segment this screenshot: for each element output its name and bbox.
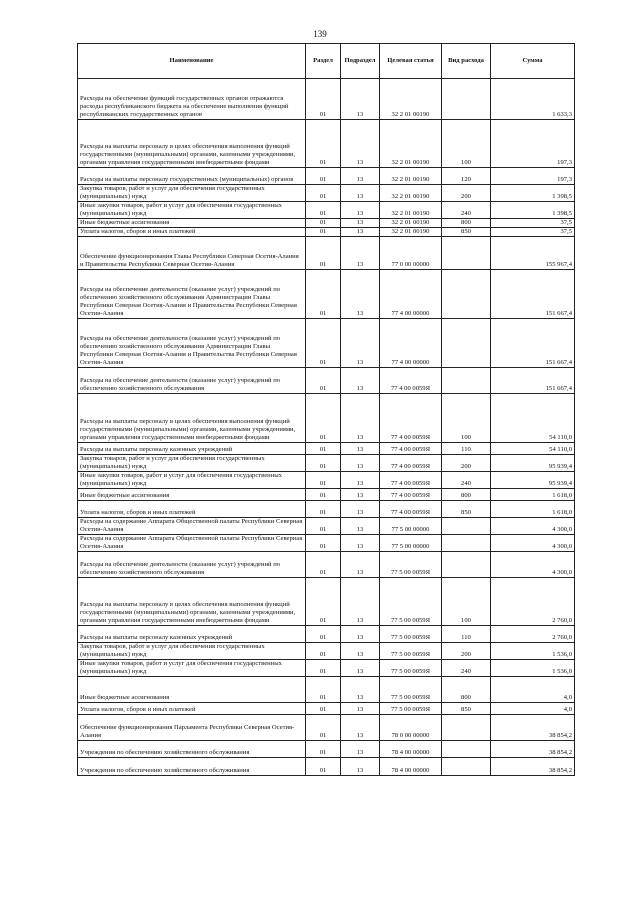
table-row: [78, 185, 575, 202]
cell-subsection: 13: [341, 202, 380, 219]
cell-kind: 850: [442, 703, 491, 715]
cell-subsection: 13: [341, 219, 380, 228]
cell-name: Уплата налогов, сборов и иных платежей: [78, 228, 306, 237]
table-row: [78, 758, 575, 776]
cell-subsection: 13: [341, 626, 380, 643]
cell-name: Обеспечение функционирования Главы Республики Северная Осетия-Алания и Правительства Республики Северная Осетия-Алания: [78, 237, 306, 270]
table-row: [78, 202, 575, 219]
cell-target: 32 2 01 00190: [380, 202, 442, 219]
cell-kind: 240: [442, 202, 491, 219]
cell-sum: 197,3: [491, 120, 575, 168]
cell-kind: [442, 535, 491, 552]
cell-sum: 1 536,0: [491, 643, 575, 660]
cell-section: 01: [306, 758, 341, 776]
cell-target: 77 5 00 0059Я: [380, 578, 442, 626]
cell-sum: 4,0: [491, 703, 575, 715]
cell-kind: 240: [442, 472, 491, 489]
cell-name: Иные закупки товаров, работ и услуг для обеспечения государственных (муниципальных) нужд: [78, 660, 306, 677]
cell-subsection: 13: [341, 578, 380, 626]
table-row: [78, 394, 575, 443]
cell-target: 77 5 00 0059Я: [380, 643, 442, 660]
cell-kind: 800: [442, 677, 491, 703]
cell-section: 01: [306, 237, 341, 270]
cell-subsection: 13: [341, 443, 380, 455]
cell-section: 01: [306, 228, 341, 237]
table-row: [78, 518, 575, 535]
cell-name: Расходы на выплаты персоналу в целях обеспечения выполнения функций государственными (муниципальными) органами, казенными учреждениями, органами управления государственными внебюджетными фондами: [78, 394, 306, 443]
cell-subsection: 13: [341, 660, 380, 677]
table-row: [78, 443, 575, 455]
table-row: [78, 228, 575, 237]
cell-subsection: 13: [341, 270, 380, 319]
cell-name: Расходы на выплаты персоналу в целях обеспечения выполнения функций государственными (муниципальными) органами, казенными учреждениями, органами управления государственными внебюджетными фондами: [78, 578, 306, 626]
table-row: [78, 368, 575, 394]
cell-subsection: 13: [341, 741, 380, 758]
cell-subsection: 13: [341, 394, 380, 443]
cell-kind: 800: [442, 219, 491, 228]
cell-section: 01: [306, 443, 341, 455]
table-row: [78, 535, 575, 552]
cell-section: 01: [306, 489, 341, 501]
cell-kind: 100: [442, 120, 491, 168]
cell-sum: 54 110,0: [491, 394, 575, 443]
cell-kind: 110: [442, 443, 491, 455]
table-row: [78, 626, 575, 643]
cell-target: 77 5 00 0059Я: [380, 626, 442, 643]
cell-section: 01: [306, 741, 341, 758]
cell-subsection: 13: [341, 552, 380, 578]
budget-table: [77, 43, 575, 776]
cell-target: 32 2 01 00190: [380, 228, 442, 237]
cell-target: 32 2 01 00190: [380, 185, 442, 202]
cell-name: Учреждения по обеспечению хозяйственного обслуживания: [78, 758, 306, 776]
table-row: [78, 501, 575, 518]
cell-target: 78 4 00 00000: [380, 741, 442, 758]
cell-target: 77 0 00 00000: [380, 237, 442, 270]
table-row: [78, 578, 575, 626]
cell-target: 77 4 00 0059Я: [380, 489, 442, 501]
cell-name: Расходы на содержание Аппарата Общественной палаты Республики Северная Осетия-Алания: [78, 518, 306, 535]
cell-target: 77 5 00 0059Я: [380, 677, 442, 703]
cell-section: 01: [306, 455, 341, 472]
cell-name: Расходы на обеспечение функций государственных органов отражаются расходы республиканского бюджета на обеспечение выполнения функций республиканских государственных органов: [78, 79, 306, 120]
cell-name: Уплата налогов, сборов и иных платежей: [78, 703, 306, 715]
cell-target: 77 4 00 0059Я: [380, 501, 442, 518]
cell-section: 01: [306, 168, 341, 185]
cell-subsection: 13: [341, 368, 380, 394]
table-row: [78, 237, 575, 270]
cell-target: 77 4 00 0059Я: [380, 368, 442, 394]
cell-section: 01: [306, 535, 341, 552]
cell-subsection: 13: [341, 228, 380, 237]
cell-target: 77 4 00 0059Я: [380, 472, 442, 489]
cell-subsection: 13: [341, 518, 380, 535]
cell-name: Расходы на выплаты персоналу казенных учреждений: [78, 626, 306, 643]
cell-sum: 4,0: [491, 677, 575, 703]
cell-section: 01: [306, 501, 341, 518]
column-header-target: Целевая статья: [380, 44, 442, 79]
cell-name: Иные бюджетные ассигнования: [78, 219, 306, 228]
cell-target: 32 2 01 00190: [380, 79, 442, 120]
cell-sum: 1 398,5: [491, 202, 575, 219]
cell-kind: [442, 552, 491, 578]
cell-subsection: 13: [341, 535, 380, 552]
cell-name: Иные бюджетные ассигнования: [78, 677, 306, 703]
column-header-subsection: Подраздел: [341, 44, 380, 79]
cell-name: Иные закупки товаров, работ и услуг для обеспечения государственных (муниципальных) нужд: [78, 472, 306, 489]
cell-kind: [442, 319, 491, 368]
cell-subsection: 13: [341, 168, 380, 185]
cell-target: 77 4 00 0059Я: [380, 455, 442, 472]
cell-name: Иные закупки товаров, работ и услуг для обеспечения государственных (муниципальных) нужд: [78, 202, 306, 219]
cell-target: 32 2 01 00190: [380, 168, 442, 185]
cell-kind: [442, 270, 491, 319]
cell-name: Иные бюджетные ассигнования: [78, 489, 306, 501]
cell-section: 01: [306, 394, 341, 443]
cell-section: 01: [306, 270, 341, 319]
cell-sum: 95 939,4: [491, 455, 575, 472]
cell-kind: 110: [442, 626, 491, 643]
cell-sum: 95 939,4: [491, 472, 575, 489]
cell-section: 01: [306, 120, 341, 168]
cell-section: 01: [306, 626, 341, 643]
cell-sum: 151 667,4: [491, 319, 575, 368]
cell-target: 77 5 00 0059Я: [380, 703, 442, 715]
cell-name: Обеспечение функционирования Парламента Республики Северная Осетия-Алания: [78, 715, 306, 741]
cell-sum: 1 618,0: [491, 501, 575, 518]
cell-subsection: 13: [341, 472, 380, 489]
cell-sum: 151 667,4: [491, 270, 575, 319]
table-header-row: [78, 44, 575, 79]
cell-sum: 38 854,2: [491, 741, 575, 758]
cell-kind: [442, 368, 491, 394]
cell-subsection: 13: [341, 489, 380, 501]
cell-section: 01: [306, 715, 341, 741]
table-row: [78, 741, 575, 758]
cell-target: 77 5 00 00000: [380, 535, 442, 552]
table-row: [78, 677, 575, 703]
cell-subsection: 13: [341, 758, 380, 776]
cell-section: 01: [306, 552, 341, 578]
cell-sum: 4 300,0: [491, 552, 575, 578]
cell-subsection: 13: [341, 79, 380, 120]
cell-kind: 120: [442, 168, 491, 185]
cell-section: 01: [306, 677, 341, 703]
cell-kind: 200: [442, 185, 491, 202]
table-row: [78, 660, 575, 677]
cell-target: 77 5 00 0059Я: [380, 660, 442, 677]
cell-section: 01: [306, 703, 341, 715]
cell-target: 77 4 00 0059Я: [380, 394, 442, 443]
table-row: [78, 552, 575, 578]
cell-subsection: 13: [341, 703, 380, 715]
cell-sum: 2 760,0: [491, 578, 575, 626]
table-row: [78, 120, 575, 168]
cell-section: 01: [306, 219, 341, 228]
cell-target: 32 2 01 00190: [380, 120, 442, 168]
column-header-section: Раздел: [306, 44, 341, 79]
cell-kind: [442, 715, 491, 741]
cell-kind: [442, 237, 491, 270]
cell-kind: 240: [442, 660, 491, 677]
table-row: [78, 472, 575, 489]
cell-subsection: 13: [341, 643, 380, 660]
cell-name: Расходы на выплаты персоналу государственных (муниципальных) органов: [78, 168, 306, 185]
cell-sum: 4 300,0: [491, 535, 575, 552]
cell-name: Учреждения по обеспечению хозяйственного обслуживания: [78, 741, 306, 758]
cell-sum: 1 536,0: [491, 660, 575, 677]
cell-target: 77 5 00 0059Я: [380, 552, 442, 578]
cell-kind: 100: [442, 394, 491, 443]
cell-section: 01: [306, 319, 341, 368]
cell-section: 01: [306, 79, 341, 120]
cell-subsection: 13: [341, 501, 380, 518]
cell-kind: [442, 518, 491, 535]
cell-kind: 850: [442, 228, 491, 237]
cell-subsection: 13: [341, 185, 380, 202]
table-row: [78, 319, 575, 368]
cell-kind: [442, 79, 491, 120]
table-row: [78, 703, 575, 715]
page-number: 139: [313, 29, 327, 39]
cell-sum: 4 300,0: [491, 518, 575, 535]
cell-name: Уплата налогов, сборов и иных платежей: [78, 501, 306, 518]
cell-sum: 37,5: [491, 219, 575, 228]
cell-section: 01: [306, 472, 341, 489]
cell-sum: 37,5: [491, 228, 575, 237]
cell-section: 01: [306, 202, 341, 219]
table-row: [78, 79, 575, 120]
cell-subsection: 13: [341, 237, 380, 270]
cell-subsection: 13: [341, 715, 380, 741]
cell-name: Закупка товаров, работ и услуг для обеспечения государственных (муниципальных) нужд: [78, 643, 306, 660]
cell-name: Расходы на выплаты персоналу в целях обеспечения выполнения функций государственными (муниципальными) органами, казенными учреждениями, органами управления государственными внебюджетными фондами: [78, 120, 306, 168]
table-row: [78, 715, 575, 741]
cell-kind: [442, 758, 491, 776]
cell-subsection: 13: [341, 120, 380, 168]
cell-target: 78 0 00 00000: [380, 715, 442, 741]
cell-target: 77 4 00 00000: [380, 270, 442, 319]
cell-sum: 1 398,5: [491, 185, 575, 202]
cell-name: Расходы на обеспечение деятельности (оказание услуг) учреждений по обеспечению хозяйственного обслуживания: [78, 552, 306, 578]
cell-name: Расходы на содержание Аппарата Общественной палаты Республики Северная Осетия-Алания: [78, 535, 306, 552]
cell-sum: 2 760,0: [491, 626, 575, 643]
cell-name: Закупка товаров, работ и услуг для обеспечения государственных (муниципальных) нужд: [78, 185, 306, 202]
table-row: [78, 168, 575, 185]
cell-sum: 38 854,2: [491, 715, 575, 741]
cell-target: 77 4 00 0059Я: [380, 443, 442, 455]
cell-subsection: 13: [341, 677, 380, 703]
cell-kind: 850: [442, 501, 491, 518]
cell-kind: [442, 741, 491, 758]
table-row: [78, 643, 575, 660]
cell-section: 01: [306, 578, 341, 626]
cell-name: Расходы на выплаты персоналу казенных учреждений: [78, 443, 306, 455]
cell-sum: 1 633,3: [491, 79, 575, 120]
table-row: [78, 219, 575, 228]
cell-sum: 1 618,0: [491, 489, 575, 501]
column-header-name: Наименование: [78, 44, 306, 79]
cell-name: Расходы на обеспечение деятельности (оказание услуг) учреждений по обеспечению хозяйственного обслуживания Администрации Главы Республики Северная Осетия-Алания и Правительства Республики Северная Осетия-Алания: [78, 319, 306, 368]
cell-section: 01: [306, 643, 341, 660]
cell-section: 01: [306, 185, 341, 202]
cell-subsection: 13: [341, 455, 380, 472]
cell-kind: 200: [442, 643, 491, 660]
cell-section: 01: [306, 518, 341, 535]
cell-kind: 800: [442, 489, 491, 501]
cell-kind: 200: [442, 455, 491, 472]
cell-sum: 155 967,4: [491, 237, 575, 270]
cell-section: 01: [306, 368, 341, 394]
cell-sum: 197,3: [491, 168, 575, 185]
cell-target: 77 5 00 00000: [380, 518, 442, 535]
cell-subsection: 13: [341, 319, 380, 368]
cell-sum: 151 667,4: [491, 368, 575, 394]
cell-kind: 100: [442, 578, 491, 626]
cell-section: 01: [306, 660, 341, 677]
cell-target: 78 4 00 00000: [380, 758, 442, 776]
cell-name: Расходы на обеспечение деятельности (оказание услуг) учреждений по обеспечению хозяйственного обслуживания: [78, 368, 306, 394]
table-row: [78, 489, 575, 501]
column-header-sum: Сумма: [491, 44, 575, 79]
cell-target: 77 4 00 00000: [380, 319, 442, 368]
cell-sum: 54 110,0: [491, 443, 575, 455]
cell-target: 32 2 01 00190: [380, 219, 442, 228]
column-header-kind: Вид расхода: [442, 44, 491, 79]
cell-name: Закупка товаров, работ и услуг для обеспечения государственных (муниципальных) нужд: [78, 455, 306, 472]
table-row: [78, 270, 575, 319]
cell-sum: 38 854,2: [491, 758, 575, 776]
cell-name: Расходы на обеспечение деятельности (оказание услуг) учреждений по обеспечению хозяйственного обслуживания Администрации Главы Республики Северная Осетия-Алания и Правительства Республики Северная Осетия-Алания: [78, 270, 306, 319]
table-row: [78, 455, 575, 472]
